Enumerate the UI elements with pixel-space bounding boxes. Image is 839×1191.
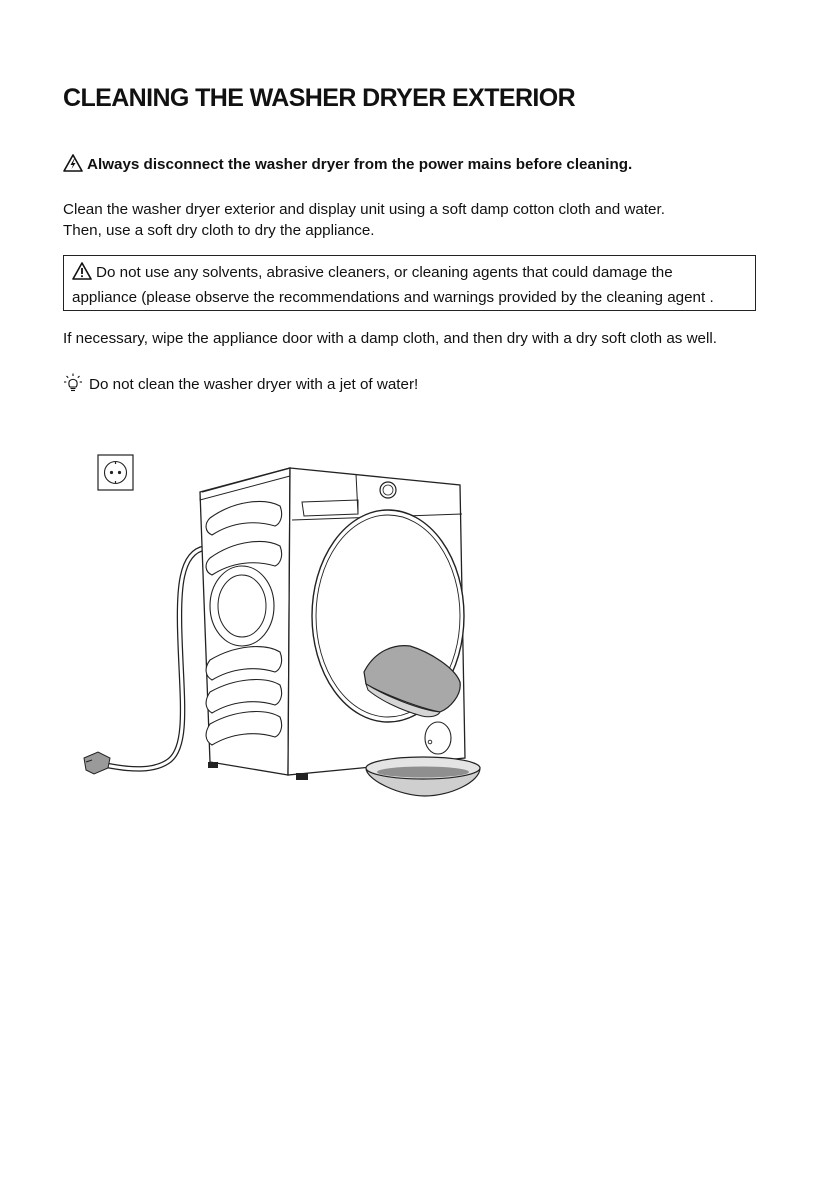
washer-front-panel — [288, 468, 465, 780]
power-cord — [84, 548, 205, 774]
washer-side-panel — [200, 468, 290, 775]
washer-dryer-illustration — [70, 440, 490, 815]
electric-hazard-triangle-icon — [63, 154, 83, 178]
caution-text-line-1: Do not use any solvents, abrasive cleaners, or cleaning agents that could damage the — [96, 264, 673, 281]
power-warning-text: Always disconnect the washer dryer from the power mains before cleaning. — [87, 156, 633, 173]
cleaning-instruction-line-1: Clean the washer dryer exterior and display unit using a soft damp cotton cloth and water. — [63, 201, 665, 218]
page-title: CLEANING THE WASHER DRYER EXTERIOR — [63, 84, 576, 112]
caution-text-line-2: appliance (please observe the recommendations and warnings provided by the cleaning agent . — [72, 289, 714, 306]
water-bowl — [366, 757, 480, 796]
caution-box — [63, 255, 756, 311]
lightbulb-icon — [63, 373, 83, 399]
cleaning-instruction-line-2: Then, use a soft dry cloth to dry the appliance. — [63, 222, 375, 239]
water-jet-tip — [63, 373, 418, 399]
caution-triangle-icon — [72, 262, 92, 287]
power-warning — [63, 154, 632, 178]
water-jet-tip-text: Do not clean the washer dryer with a jet of water! — [89, 376, 419, 393]
power-socket-icon — [98, 455, 133, 490]
door-cleaning-instruction: If necessary, wipe the appliance door with a damp cloth, and then dry with a dry soft cloth as well. — [63, 330, 717, 347]
